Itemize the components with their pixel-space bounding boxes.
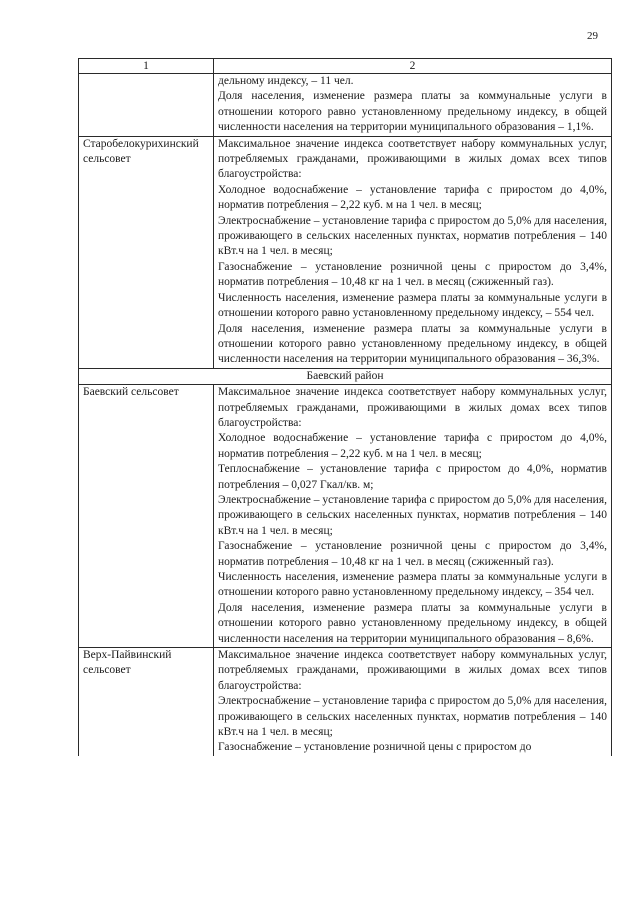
municipality-name <box>79 74 214 137</box>
paragraph: Газоснабжение – установление розничной цены с приростом до <box>218 741 532 754</box>
paragraph: Доля населения, изменение размера платы за коммунальные услуги в отношении которого равно установленному предельному индексу, в общей численности населения на территории муниципального образования – 36,3%. <box>218 322 607 366</box>
paragraph: Максимальное значение индекса соответствует набору коммунальных услуг, потребляемых гражданами, проживающими в жилых домах всех типов благоустройства: <box>218 649 607 692</box>
municipality-name: Баевский сельсовет <box>79 385 214 648</box>
column-header-2: 2 <box>214 59 612 74</box>
row-description <box>214 74 612 137</box>
paragraph: Численность населения, изменение размера платы за коммунальные услуги в отношении которого равно установленному предельному индексу, – 554 чел. <box>218 291 607 320</box>
table-header-row <box>79 59 612 74</box>
paragraph: Электроснабжение – установление тарифа с приростом до 5,0% для населения, проживающего в сельских населенных пунктах, норматив потребления – 140 кВт.ч на 1 чел. в месяц; <box>218 493 607 537</box>
page-number: 29 <box>587 30 598 42</box>
paragraph: дельному индексу, – 11 чел. <box>218 75 354 87</box>
paragraph: Доля населения, изменение размера платы за коммунальные услуги в отношении которого равно установленному предельному индексу, в общей численности населения на территории муниципального образования – 8,6%. <box>218 601 607 645</box>
district-row <box>79 368 612 384</box>
row-description <box>214 385 612 648</box>
table-row <box>79 74 612 137</box>
table-row <box>79 136 612 368</box>
paragraph: Теплоснабжение – установление тарифа с приростом до 4,0%, норматив потребления – 0,027 Гкал/кв. м; <box>218 463 607 491</box>
paragraph: Холодное водоснабжение – установление тарифа с приростом до 4,0%, норматив потребления – 2,22 куб. м на 1 чел. в месяц; <box>218 432 607 460</box>
paragraph: Численность населения, изменение размера платы за коммунальные услуги в отношении которого равно установленному предельному индексу, – 354 чел. <box>218 571 607 599</box>
municipality-name: Верх-Пайвинский сельсовет <box>79 648 214 756</box>
paragraph: Газоснабжение – установление розничной цены с приростом до 3,4%, норматив потребления – 10,48 кг на 1 чел. в месяц (сжиженный газ). <box>218 540 607 568</box>
paragraph: Газоснабжение – установление розничной цены с приростом до 3,4%, норматив потребления – 10,48 кг на 1 чел. в месяц (сжиженный газ). <box>218 260 607 289</box>
paragraph: Максимальное значение индекса соответствует набору коммунальных услуг, потребляемых гражданами, проживающими в жилых домах всех типов благоустройства: <box>218 386 607 429</box>
paragraph: Холодное водоснабжение – установление тарифа с приростом до 4,0%, норматив потребления – 2,22 куб. м на 1 чел. в месяц; <box>218 183 607 212</box>
table-row <box>79 385 612 648</box>
row-description <box>214 136 612 368</box>
municipality-name: Старобелокурихинский сельсовет <box>79 136 214 368</box>
paragraph: Электроснабжение – установление тарифа с приростом до 5,0% для населения, проживающего в сельских населенных пунктах, норматив потребления – 140 кВт.ч на 1 чел. в месяц; <box>218 214 607 258</box>
paragraph: Доля населения, изменение размера платы за коммунальные услуги в отношении которого равно установленному предельному индексу, в общей численности населения на территории муниципального образования – 1,1%. <box>218 90 607 134</box>
district-title: Баевский район <box>79 368 612 384</box>
paragraph: Максимальное значение индекса соответствует набору коммунальных услуг, потребляемых гражданами, проживающими в жилых домах всех типов благоустройства: <box>218 137 607 181</box>
table-row <box>79 648 612 756</box>
paragraph: Электроснабжение – установление тарифа с приростом до 5,0% для населения, проживающего в сельских населенных пунктах, норматив потребления – 140 кВт.ч на 1 чел. в месяц; <box>218 695 607 739</box>
row-description <box>214 648 612 756</box>
document-table <box>78 58 612 756</box>
column-header-1: 1 <box>79 59 214 74</box>
